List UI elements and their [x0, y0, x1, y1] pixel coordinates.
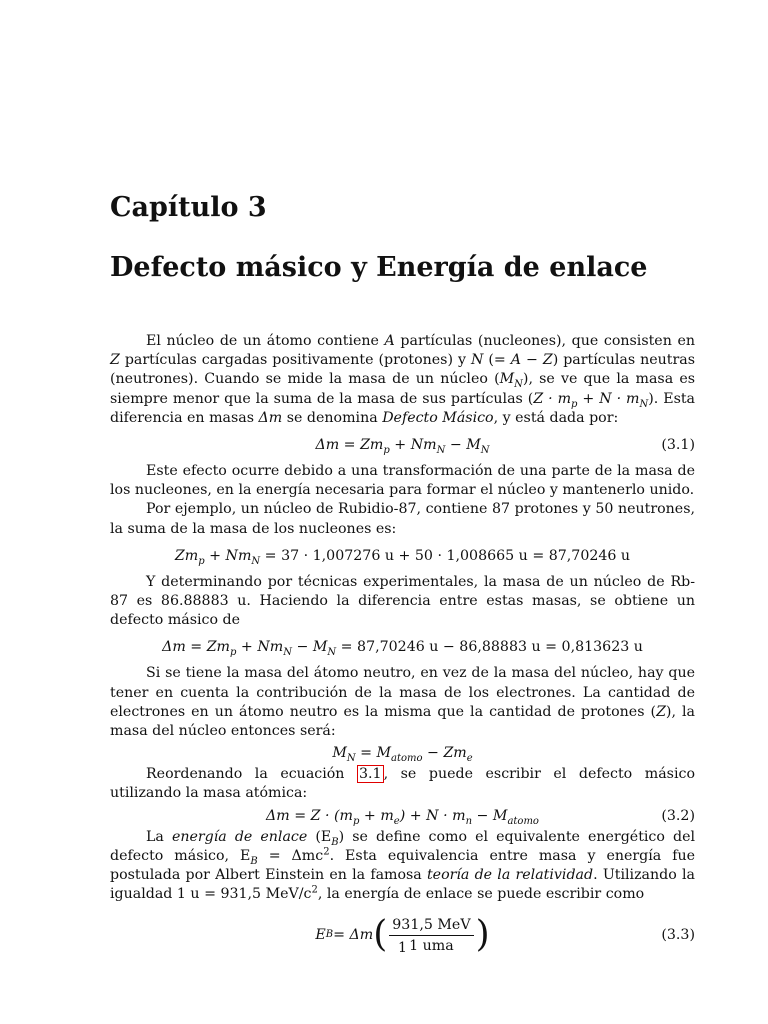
paragraph-reorder: Reordenando la ecuación 3.1 , se puede escribir el defecto másico utilizando la masa atómica:	[110, 766, 695, 802]
paragraph-example: Por ejemplo, un núcleo de Rubidio-87, contiene 87 protones y 50 neutrones, la suma de la masa de los nucleones es:	[110, 501, 695, 537]
equation-reference-link[interactable]: 3.1	[359, 766, 382, 783]
paragraph-intro: El núcleo de un átomo contiene A partículas (nucleones), que consisten en Z partículas cargadas positivamente (protones) y N (= A − Z) partículas neutras (neutrones). Cuando se mide la masa de un núcleo $(M_N)$, se ve que la masa es siempre menor que la suma de la masa de sus partículas $(Z \cdot m_p + N \cdot m_N)$. Esta diferencia en masas Δm se denomina Defecto Másico, y está dada por:	[110, 333, 696, 426]
chapter-label: Capítulo 3	[110, 192, 267, 223]
equation-3-3: E B = Δm ( $\frac{\text{931,5 MeV}}{\text{1 uma}}$ ) (3.3)	[110, 910, 695, 960]
paragraph-neutral-atom: Si se tiene la masa del átomo neutro, en vez de la masa del núcleo, hay que tener en cuenta la contribución de la masa de los electrones. La cantidad de electrones en un átomo neutro es la misma que la cantidad de protones (Z), la masa del núcleo entonces será:	[110, 665, 695, 740]
chapter-body	[110, 332, 695, 960]
document-page	[110, 0, 695, 1024]
paragraph-binding-energy: La energía de enlace $(E_B)$ se define como el equivalente energético del defecto másico, $E_B = \Delta mc^2$. Esta equivalencia entre masa y energía fue postulada por Albert Einstein en la famosa teoría de la relatividad. Utilizando la igualdad 1 u = 931,5 MeV/$c^2$, la energía de enlace se puede escribir como	[110, 828, 696, 903]
equation-nucleus-mass: $M_N = M_{atomo} - Zm_e$	[332, 745, 473, 765]
equation-number: (3.3)	[661, 927, 695, 944]
equation-number: (3.2)	[661, 807, 695, 824]
equation-3-1: $\Delta m = Zm_p + Nm_N - M_N$ (3.1)	[110, 433, 695, 457]
fraction: $\frac{\text{931,5 MeV}}{\text{1 uma}}$	[389, 916, 473, 955]
chapter-title: Defecto másico y Energía de enlace	[110, 252, 648, 283]
equation-rb87-sum: $Zm_p + Nm_N = 37 \cdot 1,007276$ u + 50 · 1,008665 u = 87,70246 u	[174, 547, 631, 567]
equation-rb87-defect: $\Delta m = Zm_p + Nm_N - M_N = 87,70246$ u − 86,88883 u = 0,813623 u	[162, 639, 643, 659]
defecto-masico-term: Defecto Másico	[382, 409, 494, 426]
equation-3-2: $\Delta m = Z \cdot (m_p + m_e) + N \cdot m_n - M_{atomo}$ (3.2)	[110, 804, 695, 828]
paragraph-effect: Este efecto ocurre debido a una transformación de una parte de la masa de los nucleones, en la energía necesaria para formar el núcleo y mantenerlo unido.	[110, 463, 695, 499]
equation-number: (3.1)	[661, 437, 695, 454]
paragraph-experimental: Y determinando por técnicas experimentales, la masa de un núcleo de Rb-87 es 86.88883 u. Haciendo la diferencia entre estas masas, se obtiene un defecto másico de	[110, 573, 695, 629]
page-number: 1	[398, 940, 407, 956]
